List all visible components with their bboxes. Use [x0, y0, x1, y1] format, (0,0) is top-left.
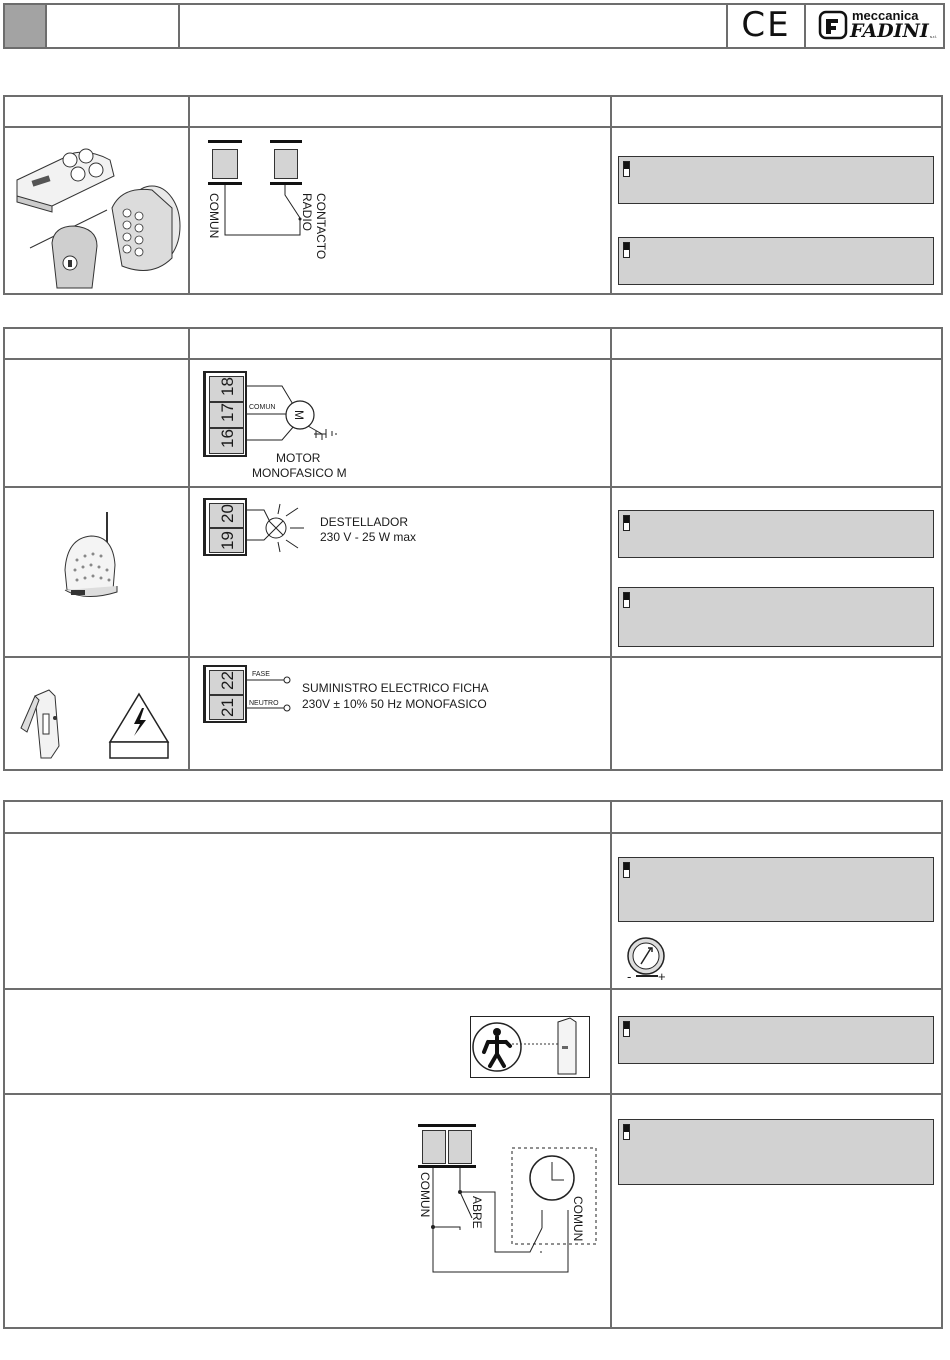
dip-switch-panel-1	[618, 156, 934, 204]
flasher-caption-line1: DESTELLADOR	[320, 515, 409, 529]
power-label-phase: FASE	[252, 671, 270, 678]
timer-label-common-2: COMUN	[571, 1196, 585, 1242]
logo-text-small: s.r.l.	[930, 34, 938, 39]
dip-switch-panel-3	[618, 510, 934, 558]
flasher-wiring	[246, 500, 316, 560]
remote-keypad-illustration	[12, 138, 182, 293]
dip-switch-panel-2	[618, 237, 934, 285]
plug-illustration	[15, 686, 75, 766]
radio-label-contact: CONTACTO	[314, 193, 328, 260]
header-gray-tab	[5, 5, 45, 47]
logo-text-bottom: FADINI	[850, 20, 929, 42]
flasher-lamp-illustration	[55, 510, 135, 610]
power-caption-line2: 230V ± 10% 50 Hz MONOFASICO	[302, 697, 487, 711]
logo-text-top: meccanica	[852, 8, 919, 23]
high-voltage-warning-icon	[106, 690, 172, 760]
dip-switch-panel-6	[618, 1016, 934, 1064]
radio-label-radio: RADIO	[300, 193, 314, 232]
motor-caption-line2: MONOFASICO M	[252, 466, 347, 480]
dip-switch-panel-5	[618, 857, 934, 922]
terminal-19: 19	[218, 531, 237, 550]
logo-icon	[818, 10, 848, 40]
power-caption-line1: SUMINISTRO ELECTRICO FICHA	[302, 681, 489, 695]
terminal-20: 20	[218, 504, 237, 523]
dip-switch-panel-4	[618, 587, 934, 647]
terminal-16: 16	[218, 429, 237, 448]
ce-mark: CE	[741, 5, 791, 45]
photocell-illustration	[470, 1016, 590, 1078]
trimmer-minus: -	[627, 969, 632, 984]
trimmer-plus: +	[658, 969, 666, 984]
timer-label-open: ABRE	[470, 1196, 484, 1229]
motor-label-common: COMUN	[249, 404, 276, 411]
terminal-18: 18	[218, 377, 237, 396]
timer-label-common: COMUN	[418, 1172, 432, 1218]
motor-caption-line1: MOTOR	[276, 451, 321, 465]
terminal-17: 17	[218, 403, 237, 422]
trimmer-icon	[624, 936, 674, 986]
flasher-caption-line2: 230 V - 25 W max	[320, 530, 417, 544]
timer-wiring	[420, 1140, 620, 1310]
radio-terminal-block-2	[270, 140, 302, 185]
terminal-22: 22	[218, 671, 237, 690]
power-label-neutral: NEUTRO	[249, 700, 279, 707]
radio-terminal-block	[208, 140, 242, 185]
terminal-21: 21	[218, 698, 237, 717]
motor-symbol: M	[292, 410, 306, 420]
dip-switch-panel-7	[618, 1119, 934, 1185]
radio-label-common: COMUN	[207, 193, 221, 239]
fadini-logo	[818, 8, 942, 44]
